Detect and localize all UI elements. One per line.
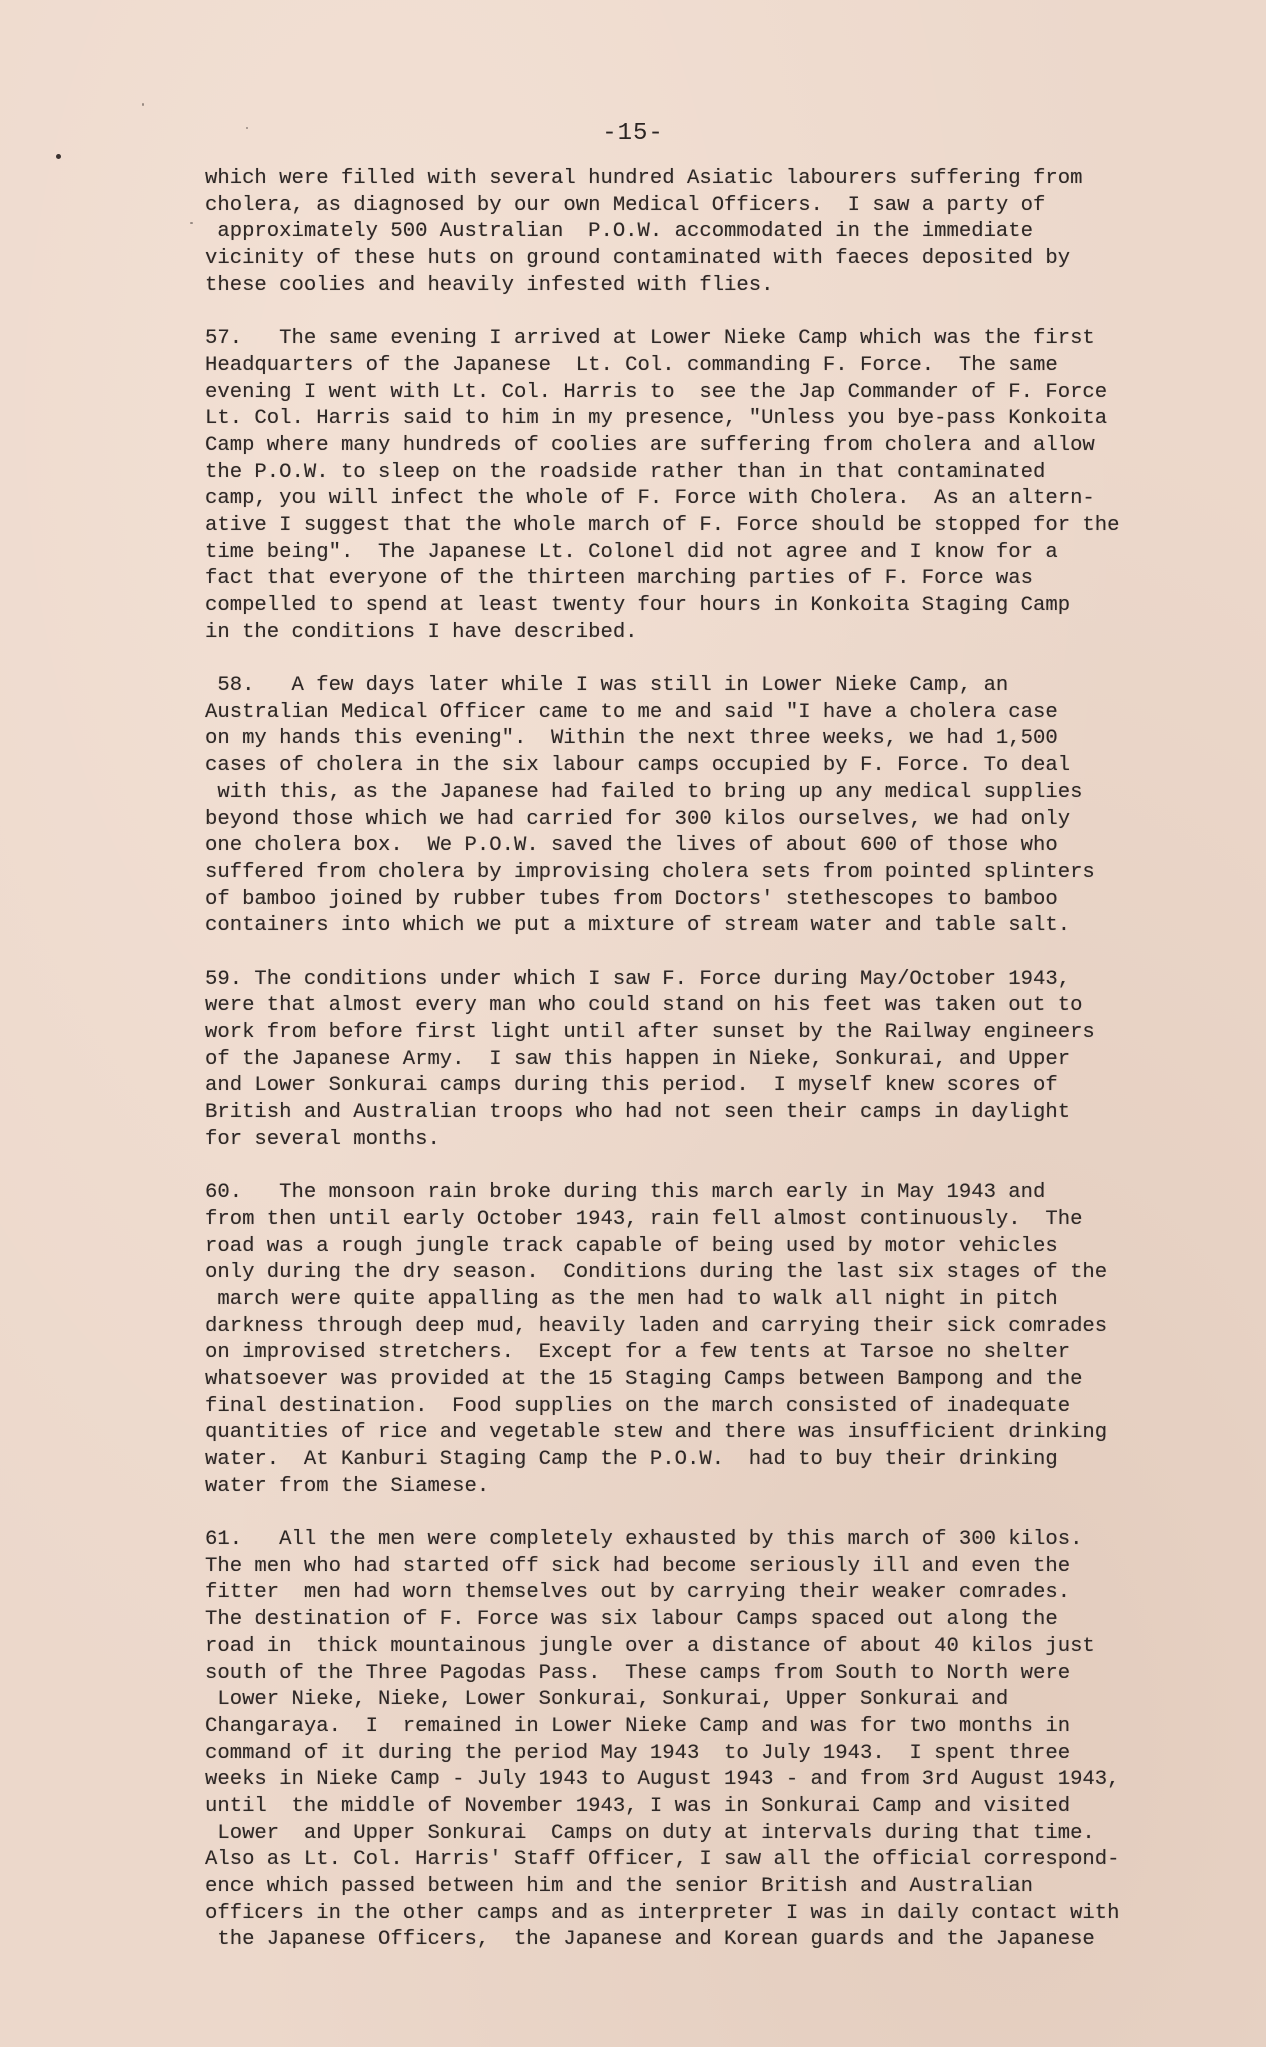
paragraph [205, 1527, 1190, 1954]
text-line: Headquarters of the Japanese Lt. Col. commanding F. Force. The same [205, 353, 1058, 377]
paragraph [205, 1180, 1190, 1500]
text-line: command of it during the period May 1943 to July 1943. I spent three [205, 1741, 1071, 1765]
text-line: in the conditions I have described. [205, 620, 638, 644]
text-line: ence which passed between him and the senior British and Australian [205, 1875, 1034, 1898]
paragraph [205, 326, 1190, 646]
text-line: these coolies and heavily infested with flies. [205, 273, 774, 297]
text-line: one cholera box. We P.O.W. saved the lives of about 600 of those who [205, 834, 1058, 858]
paragraph [205, 166, 1190, 299]
text-line: Australian Medical Officer came to me and said "I have a cholera case [205, 700, 1058, 724]
text-line: 59. The conditions under which I saw F. Force during May/October 1943, [205, 967, 1071, 991]
text-line: quantities of rice and vegetable stew and there was insufficient drinking [205, 1421, 1108, 1445]
text-line: compelled to spend at least twenty four hours in Konkoita Staging Camp [205, 594, 1071, 617]
text-line: of bamboo joined by rubber tubes from Doctors' stethescopes to bamboo [205, 887, 1058, 911]
paragraph [205, 673, 1190, 940]
text-line: water. At Kanburi Staging Camp the P.O.W. had to buy their drinking [205, 1448, 1058, 1471]
text-line: fitter men had worn themselves out by carrying their weaker comrades. [205, 1581, 1071, 1605]
text-line: 61. All the men were completely exhausted by this march of 300 kilos. [205, 1528, 1083, 1552]
text-line: camp, you will infect the whole of F. Force with Cholera. As an altern- [205, 487, 1095, 511]
text-line: The men who had started off sick had become seriously ill and even the [205, 1554, 1071, 1578]
text-line: Also as Lt. Col. Harris' Staff Officer, I saw all the official correspond- [205, 1848, 1120, 1872]
text-line: road in thick mountainous jungle over a distance of about 40 kilos just [205, 1634, 1095, 1658]
text-line: The destination of F. Force was six labour Camps spaced out along the [205, 1608, 1058, 1632]
text-line: Lower and Upper Sonkurai Camps on duty at intervals during that time. [205, 1821, 1095, 1845]
page-number: -15- [602, 120, 664, 147]
text-line: fact that everyone of the thirteen marching parties of F. Force was [205, 567, 1034, 591]
text-line: march were quite appalling as the men had to walk all night in pitch [205, 1287, 1058, 1311]
text-line: Lower Nieke, Nieke, Lower Sonkurai, Sonkurai, Upper Sonkurai and [205, 1688, 1009, 1712]
text-line: for several months. [205, 1127, 440, 1151]
text-line: work from before first light until after sunset by the Railway engineers [205, 1021, 1095, 1044]
text-line: with this, as the Japanese had failed to bring up any medical supplies [205, 780, 1083, 804]
text-line: suffered from cholera by improvising cholera sets from pointed splinters [205, 860, 1095, 884]
text-line: final destination. Food supplies on the march consisted of inadequate [205, 1394, 1071, 1418]
paragraph [205, 967, 1190, 1154]
text-line: weeks in Nieke Camp - July 1943 to August 1943 - and from 3rd August 1943, [205, 1768, 1120, 1792]
text-line: cholera, as diagnosed by our own Medical Officers. I saw a party of [205, 193, 1046, 217]
text-line: on improvised stretchers. Except for a few tents at Tarsoe no shelter [205, 1341, 1071, 1365]
text-line: road was a rough jungle track capable of being used by motor vehicles [205, 1234, 1058, 1258]
text-line: water from the Siamese. [205, 1474, 490, 1498]
text-line: and Lower Sonkurai camps during this period. I myself knew scores of [205, 1074, 1058, 1098]
text-line: beyond those which we had carried for 300 kilos ourselves, we had only [205, 807, 1071, 831]
text-line: until the middle of November 1943, I was in Sonkurai Camp and visited [205, 1794, 1071, 1818]
text-line: 60. The monsoon rain broke during this march early in May 1943 and [205, 1181, 1046, 1205]
text-line: the Japanese Officers, the Japanese and Korean guards and the Japanese [205, 1928, 1095, 1952]
document-body [205, 166, 1190, 1981]
text-line: 58. A few days later while I was still in Lower Nieke Camp, an [205, 674, 1009, 698]
text-line: time being". The Japanese Lt. Colonel did not agree and I know for a [205, 540, 1058, 564]
text-line: Camp where many hundreds of coolies are suffering from cholera and allow [205, 433, 1095, 457]
text-line: approximately 500 Australian P.O.W. accommodated in the immediate [205, 220, 1034, 244]
text-line: of the Japanese Army. I saw this happen in Nieke, Sonkurai, and Upper [205, 1047, 1071, 1071]
text-line: the P.O.W. to sleep on the roadside rather than in that contaminated [205, 460, 1046, 484]
text-line: which were filled with several hundred Asiatic labourers suffering from [205, 167, 1083, 190]
text-line: whatsoever was provided at the 15 Staging Camps between Bampong and the [205, 1367, 1083, 1391]
text-line: containers into which we put a mixture of stream water and table salt. [205, 914, 1071, 938]
text-line: Lt. Col. Harris said to him in my presence, "Unless you bye-pass Konkoita [205, 407, 1108, 431]
text-line: vicinity of these huts on ground contaminated with faeces deposited by [205, 247, 1071, 271]
text-line: were that almost every man who could stand on his feet was taken out to [205, 994, 1083, 1018]
text-line: from then until early October 1943, rain fell almost continuously. The [205, 1207, 1083, 1231]
text-line: ative I suggest that the whole march of F. Force should be stopped for the [205, 513, 1120, 537]
text-line: cases of cholera in the six labour camps occupied by F. Force. To deal [205, 754, 1071, 778]
text-line: south of the Three Pagodas Pass. These camps from South to North were [205, 1661, 1071, 1685]
text-line: on my hands this evening". Within the next three weeks, we had 1,500 [205, 727, 1058, 751]
text-line: 57. The same evening I arrived at Lower Nieke Camp which was the first [205, 327, 1095, 351]
text-line: officers in the other camps and as interpreter I was in daily contact with [205, 1901, 1120, 1925]
text-line: evening I went with Lt. Col. Harris to see the Jap Commander of F. Force [205, 380, 1108, 404]
text-line: British and Australian troops who had not seen their camps in daylight [205, 1101, 1071, 1125]
paper-speck [190, 222, 193, 224]
paper-speck [142, 103, 144, 106]
text-line: Changaraya. I remained in Lower Nieke Camp and was for two months in [205, 1714, 1071, 1738]
paper-speck [56, 154, 61, 159]
text-line: only during the dry season. Conditions during the last six stages of the [205, 1261, 1108, 1285]
text-line: darkness through deep mud, heavily laden and carrying their sick comrades [205, 1314, 1108, 1338]
